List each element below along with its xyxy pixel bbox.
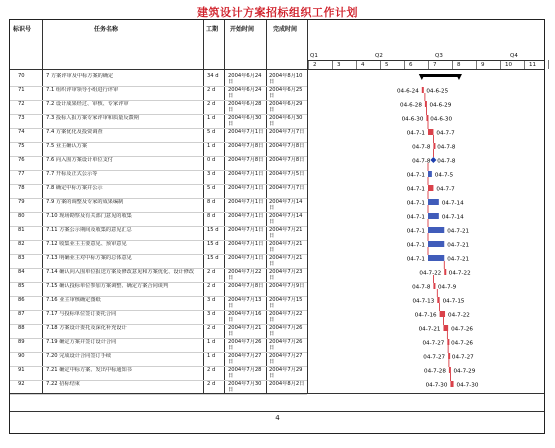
- bar-end-label: 04-7-8: [437, 158, 456, 165]
- bar-start-label: 04-7-1: [406, 256, 425, 263]
- task-finish: 2004年7月22日: [269, 311, 303, 323]
- bar-start-label: 04-7-27: [422, 340, 445, 347]
- task-id: 82: [18, 241, 25, 247]
- bar-start-label: 04-7-8: [412, 158, 431, 165]
- task-name: 7.19 确定方案并签订设计合同: [46, 339, 117, 345]
- task-start: 2004年7月8日: [228, 283, 264, 289]
- task-name: 7.4 方案优化及投资调查: [46, 129, 103, 135]
- task-bar: [428, 255, 444, 261]
- task-bar: [425, 101, 427, 107]
- header-name: 任务名称: [94, 26, 119, 33]
- task-name: 7.14 确认向入围单位报送方案及修改意见和方案优化、设计修改: [46, 269, 195, 275]
- bar-end-label: 04-7-21: [447, 242, 470, 249]
- task-bar: [428, 199, 439, 205]
- task-finish: 2004年7月21日: [269, 241, 303, 253]
- task-start: 2004年7月28日: [228, 367, 262, 379]
- task-duration: 5 d: [207, 129, 216, 135]
- task-start: 2004年7月1日: [228, 199, 264, 205]
- task-bar: [428, 171, 432, 177]
- task-start: 2004年7月8日: [228, 157, 264, 163]
- bar-end-label: 04-7-27: [451, 354, 474, 361]
- task-id: 83: [18, 255, 25, 261]
- task-id: 92: [18, 381, 25, 387]
- task-duration: 8 d: [207, 199, 216, 205]
- task-duration: 2 d: [207, 283, 216, 289]
- month-label: 6: [409, 62, 413, 68]
- task-finish: 2004年7月7日: [269, 129, 305, 135]
- month-label: 11: [529, 62, 536, 68]
- bar-end-label: 04-7-22: [448, 270, 471, 277]
- task-finish: 2004年7月7日: [269, 185, 305, 191]
- task-id: 71: [18, 87, 25, 93]
- task-finish: 2004年7月26日: [269, 339, 303, 351]
- task-bar: [422, 87, 424, 93]
- task-duration: 1 d: [207, 353, 216, 359]
- header-start: 开始时间: [230, 26, 255, 33]
- task-name: 7.17 与投标单位签订委托合同: [46, 311, 117, 317]
- task-bar: [426, 115, 428, 121]
- task-id: 87: [18, 311, 25, 317]
- task-finish: 2004年7月8日: [269, 143, 305, 149]
- bar-start-label: 04-7-28: [424, 368, 446, 375]
- month-label: 9: [481, 62, 485, 68]
- task-finish: 2004年8月10日: [269, 73, 303, 85]
- task-duration: 15 d: [207, 255, 219, 261]
- month-label: 5: [385, 62, 389, 68]
- task-finish: 2004年8月2日: [269, 381, 305, 387]
- task-start: 2004年7月1日: [228, 213, 264, 219]
- bar-end-label: 04-7-14: [441, 214, 464, 221]
- task-name: 7.10 现场勘察及有关部门意见的收集: [46, 213, 132, 219]
- bar-end-label: 04-7-21: [447, 228, 470, 235]
- bar-start-label: 04-7-30: [425, 382, 448, 389]
- task-bar: [444, 269, 446, 275]
- task-name: 7.8 确定中标方案并公示: [46, 185, 103, 191]
- task-bar: [428, 129, 433, 135]
- bar-end-label: 04-7-7: [436, 186, 455, 193]
- task-name: 7.2 设计成果经过、审核、专家评审: [46, 101, 129, 107]
- task-bar: [428, 227, 444, 233]
- bar-start-label: 04-6-24: [396, 88, 419, 95]
- quarter-label: Q4: [510, 53, 518, 59]
- bar-end-label: 04-7-14: [441, 200, 464, 207]
- task-finish: 2004年7月21日: [269, 227, 303, 239]
- task-duration: 1 d: [207, 339, 216, 345]
- task-id: 73: [18, 115, 25, 121]
- summary-bar: [422, 74, 459, 77]
- task-name: 7.12 收集业主主要意见、预审意见: [46, 241, 127, 247]
- task-start: 2004年7月16日: [228, 311, 262, 323]
- month-label: 4: [361, 62, 365, 68]
- task-name: 7 方案评审及中标方案的确定: [46, 73, 114, 79]
- task-duration: 2 d: [207, 367, 216, 373]
- bar-end-label: 04-7-15: [442, 298, 465, 305]
- task-finish: 2004年7月26日: [269, 325, 303, 337]
- task-duration: 1 d: [207, 115, 216, 121]
- task-bar: [433, 283, 435, 289]
- bar-start-label: 04-7-13: [412, 298, 435, 305]
- bar-end-label: 04-7-26: [451, 340, 473, 347]
- task-start: 2004年7月8日: [228, 143, 264, 149]
- header-duration: 工期: [206, 26, 219, 33]
- header-id: 标识号: [13, 26, 32, 33]
- task-start: 2004年7月21日: [228, 325, 262, 337]
- quarter-label: Q2: [375, 53, 383, 59]
- task-id: 79: [18, 199, 25, 205]
- task-id: 74: [18, 129, 25, 135]
- gantt-chart: [308, 70, 544, 393]
- task-name: 7.7 开标及正式公示等: [46, 171, 98, 177]
- task-bar: [448, 353, 450, 359]
- task-bar: [433, 143, 435, 149]
- bar-end-label: 04-6-29: [429, 102, 452, 109]
- task-bar: [428, 241, 444, 247]
- task-name: 7.16 业主审核确定图纸: [46, 297, 101, 303]
- task-duration: 34 d: [207, 73, 219, 79]
- task-duration: 5 d: [207, 185, 216, 191]
- task-start: 2004年7月13日: [228, 297, 262, 309]
- bar-start-label: 04-7-27: [423, 354, 446, 361]
- task-id: 76: [18, 157, 25, 163]
- task-bar: [450, 381, 453, 387]
- bar-end-label: 04-7-7: [436, 130, 455, 137]
- task-id: 75: [18, 143, 25, 149]
- task-duration: 3 d: [207, 311, 216, 317]
- task-finish: 2004年6月29日: [269, 101, 303, 113]
- task-id: 88: [18, 325, 25, 331]
- quarter-label: Q3: [435, 53, 443, 59]
- task-finish: 2004年7月5日: [269, 171, 305, 177]
- task-start: 2004年7月30日: [228, 381, 262, 393]
- task-name: 7.22 招标结束: [46, 381, 80, 387]
- bar-end-label: 04-7-21: [447, 256, 470, 263]
- task-finish: 2004年6月25日: [269, 87, 303, 99]
- task-duration: 1 d: [207, 143, 216, 149]
- task-name: 7.9 方案的调整及专家的成果编制: [46, 199, 124, 205]
- task-duration: 3 d: [207, 171, 216, 177]
- bar-start-label: 04-7-1: [406, 214, 425, 221]
- task-finish: 2004年7月8日: [269, 157, 305, 163]
- task-name: 7.15 确认投标单位参加方案调整、确定方案合同谈判: [46, 283, 169, 289]
- task-duration: 3 d: [207, 297, 216, 303]
- task-duration: 2 d: [207, 269, 216, 275]
- month-label: 2: [313, 62, 317, 68]
- task-finish: 2004年7月21日: [269, 255, 303, 267]
- task-start: 2004年7月1日: [228, 185, 264, 191]
- page-title: 建筑设计方案招标组织工作计划: [197, 6, 358, 19]
- bar-start-label: 04-7-1: [406, 200, 425, 207]
- task-name: 7.20 完成设计合同签订手续: [46, 353, 112, 359]
- task-id: 86: [18, 297, 25, 303]
- task-id: 70: [18, 73, 25, 79]
- month-label: 8: [457, 62, 461, 68]
- task-name: 7.21 确定中标方案、发出中标通知书: [46, 367, 132, 373]
- month-label: 3: [337, 62, 341, 68]
- task-duration: 2 d: [207, 381, 216, 387]
- bar-start-label: 04-7-16: [414, 312, 437, 319]
- bar-start-label: 04-7-1: [406, 130, 425, 137]
- bar-end-label: 04-7-26: [451, 326, 473, 333]
- bar-end-label: 04-7-22: [448, 312, 470, 319]
- task-id: 80: [18, 213, 25, 219]
- task-bar: [440, 311, 445, 317]
- header-finish: 完成时间: [273, 26, 298, 33]
- task-finish: 2004年7月14日: [269, 199, 303, 211]
- task-id: 85: [18, 283, 25, 289]
- task-id: 77: [18, 171, 25, 177]
- bar-start-label: 04-6-30: [401, 116, 424, 123]
- month-label: 10: [505, 62, 512, 68]
- bar-end-label: 04-7-9: [437, 284, 457, 291]
- bar-start-label: 04-7-8: [412, 284, 431, 291]
- page-number: 4: [275, 414, 280, 422]
- task-bar: [447, 339, 449, 345]
- task-duration: 0 d: [207, 157, 216, 163]
- task-name: 7.11 方案公示期间及收集的意见汇总: [46, 227, 132, 233]
- task-name: 7.3 投标人报方案专家评审和质量反馈期: [46, 115, 139, 121]
- bar-start-label: 04-7-1: [406, 186, 425, 193]
- milestone-marker: [430, 157, 436, 163]
- task-duration: 2 d: [207, 101, 216, 107]
- task-name: 7.6 向入围方案设计单位支付: [46, 157, 113, 163]
- task-bar: [443, 325, 448, 331]
- task-finish: 2004年7月14日: [269, 213, 303, 225]
- bar-start-label: 04-7-21: [418, 326, 441, 333]
- task-bar: [437, 297, 439, 303]
- bar-start-label: 04-7-1: [406, 172, 425, 179]
- bar-end-label: 04-7-29: [453, 368, 476, 375]
- task-finish: 2004年6月30日: [269, 115, 303, 127]
- task-start: 2004年6月24日: [228, 73, 262, 85]
- bar-start-label: 04-7-22: [419, 270, 442, 277]
- task-duration: 15 d: [207, 241, 219, 247]
- task-duration: 8 d: [207, 213, 216, 219]
- task-bar: [428, 185, 433, 191]
- task-finish: 2004年7月15日: [269, 297, 303, 309]
- task-duration: 2 d: [207, 87, 216, 93]
- bar-start-label: 04-7-1: [406, 242, 425, 249]
- task-start: 2004年6月24日: [228, 87, 262, 99]
- task-finish: 2004年7月27日: [269, 353, 303, 365]
- task-name: 7.18 方案设计委托及深化补充设计: [46, 325, 127, 331]
- task-id: 91: [18, 367, 25, 373]
- bar-end-label: 04-6-30: [430, 116, 453, 123]
- task-id: 78: [18, 185, 25, 191]
- task-start: 2004年6月28日: [228, 101, 262, 113]
- task-start: 2004年7月26日: [228, 339, 262, 351]
- task-start: 2004年7月22日: [228, 269, 262, 281]
- bar-end-label: 04-6-25: [426, 88, 449, 95]
- gantt-table: [9, 19, 545, 434]
- task-id: 84: [18, 269, 25, 275]
- task-start: 2004年7月1日: [228, 241, 264, 247]
- task-start: 2004年7月1日: [228, 171, 264, 177]
- bar-start-label: 04-7-1: [406, 228, 425, 235]
- task-duration: 2 d: [207, 325, 216, 331]
- task-start: 2004年7月27日: [228, 353, 262, 365]
- task-id: 72: [18, 101, 25, 107]
- task-start: 2004年7月1日: [228, 255, 264, 261]
- bar-start-label: 04-7-8: [412, 144, 431, 151]
- task-start: 2004年7月1日: [228, 129, 264, 135]
- task-finish: 2004年7月23日: [269, 269, 303, 281]
- bar-end-label: 04-7-30: [456, 382, 479, 389]
- bar-start-label: 04-6-28: [400, 102, 422, 109]
- task-duration: 15 d: [207, 227, 219, 233]
- task-id: 90: [18, 353, 25, 359]
- task-name: 7.1 组织评审领导小组进行评审: [46, 87, 119, 93]
- task-id: 89: [18, 339, 25, 345]
- task-name: 7.5 业主确认方案: [46, 143, 88, 149]
- bar-end-label: 04-7-5: [434, 172, 454, 179]
- task-start: 2004年7月1日: [228, 227, 264, 233]
- task-start: 2004年6月30日: [228, 115, 262, 127]
- task-bar: [449, 367, 451, 373]
- bar-end-label: 04-7-8: [437, 144, 456, 151]
- task-bar: [428, 213, 439, 219]
- task-name: 7.13 明确业主对中标方案的总体意见: [46, 255, 132, 261]
- quarter-label: Q1: [310, 53, 318, 59]
- task-finish: 2004年7月9日: [269, 283, 305, 289]
- task-id: 81: [18, 227, 25, 233]
- task-finish: 2004年7月29日: [269, 367, 303, 379]
- month-label: 7: [433, 62, 437, 68]
